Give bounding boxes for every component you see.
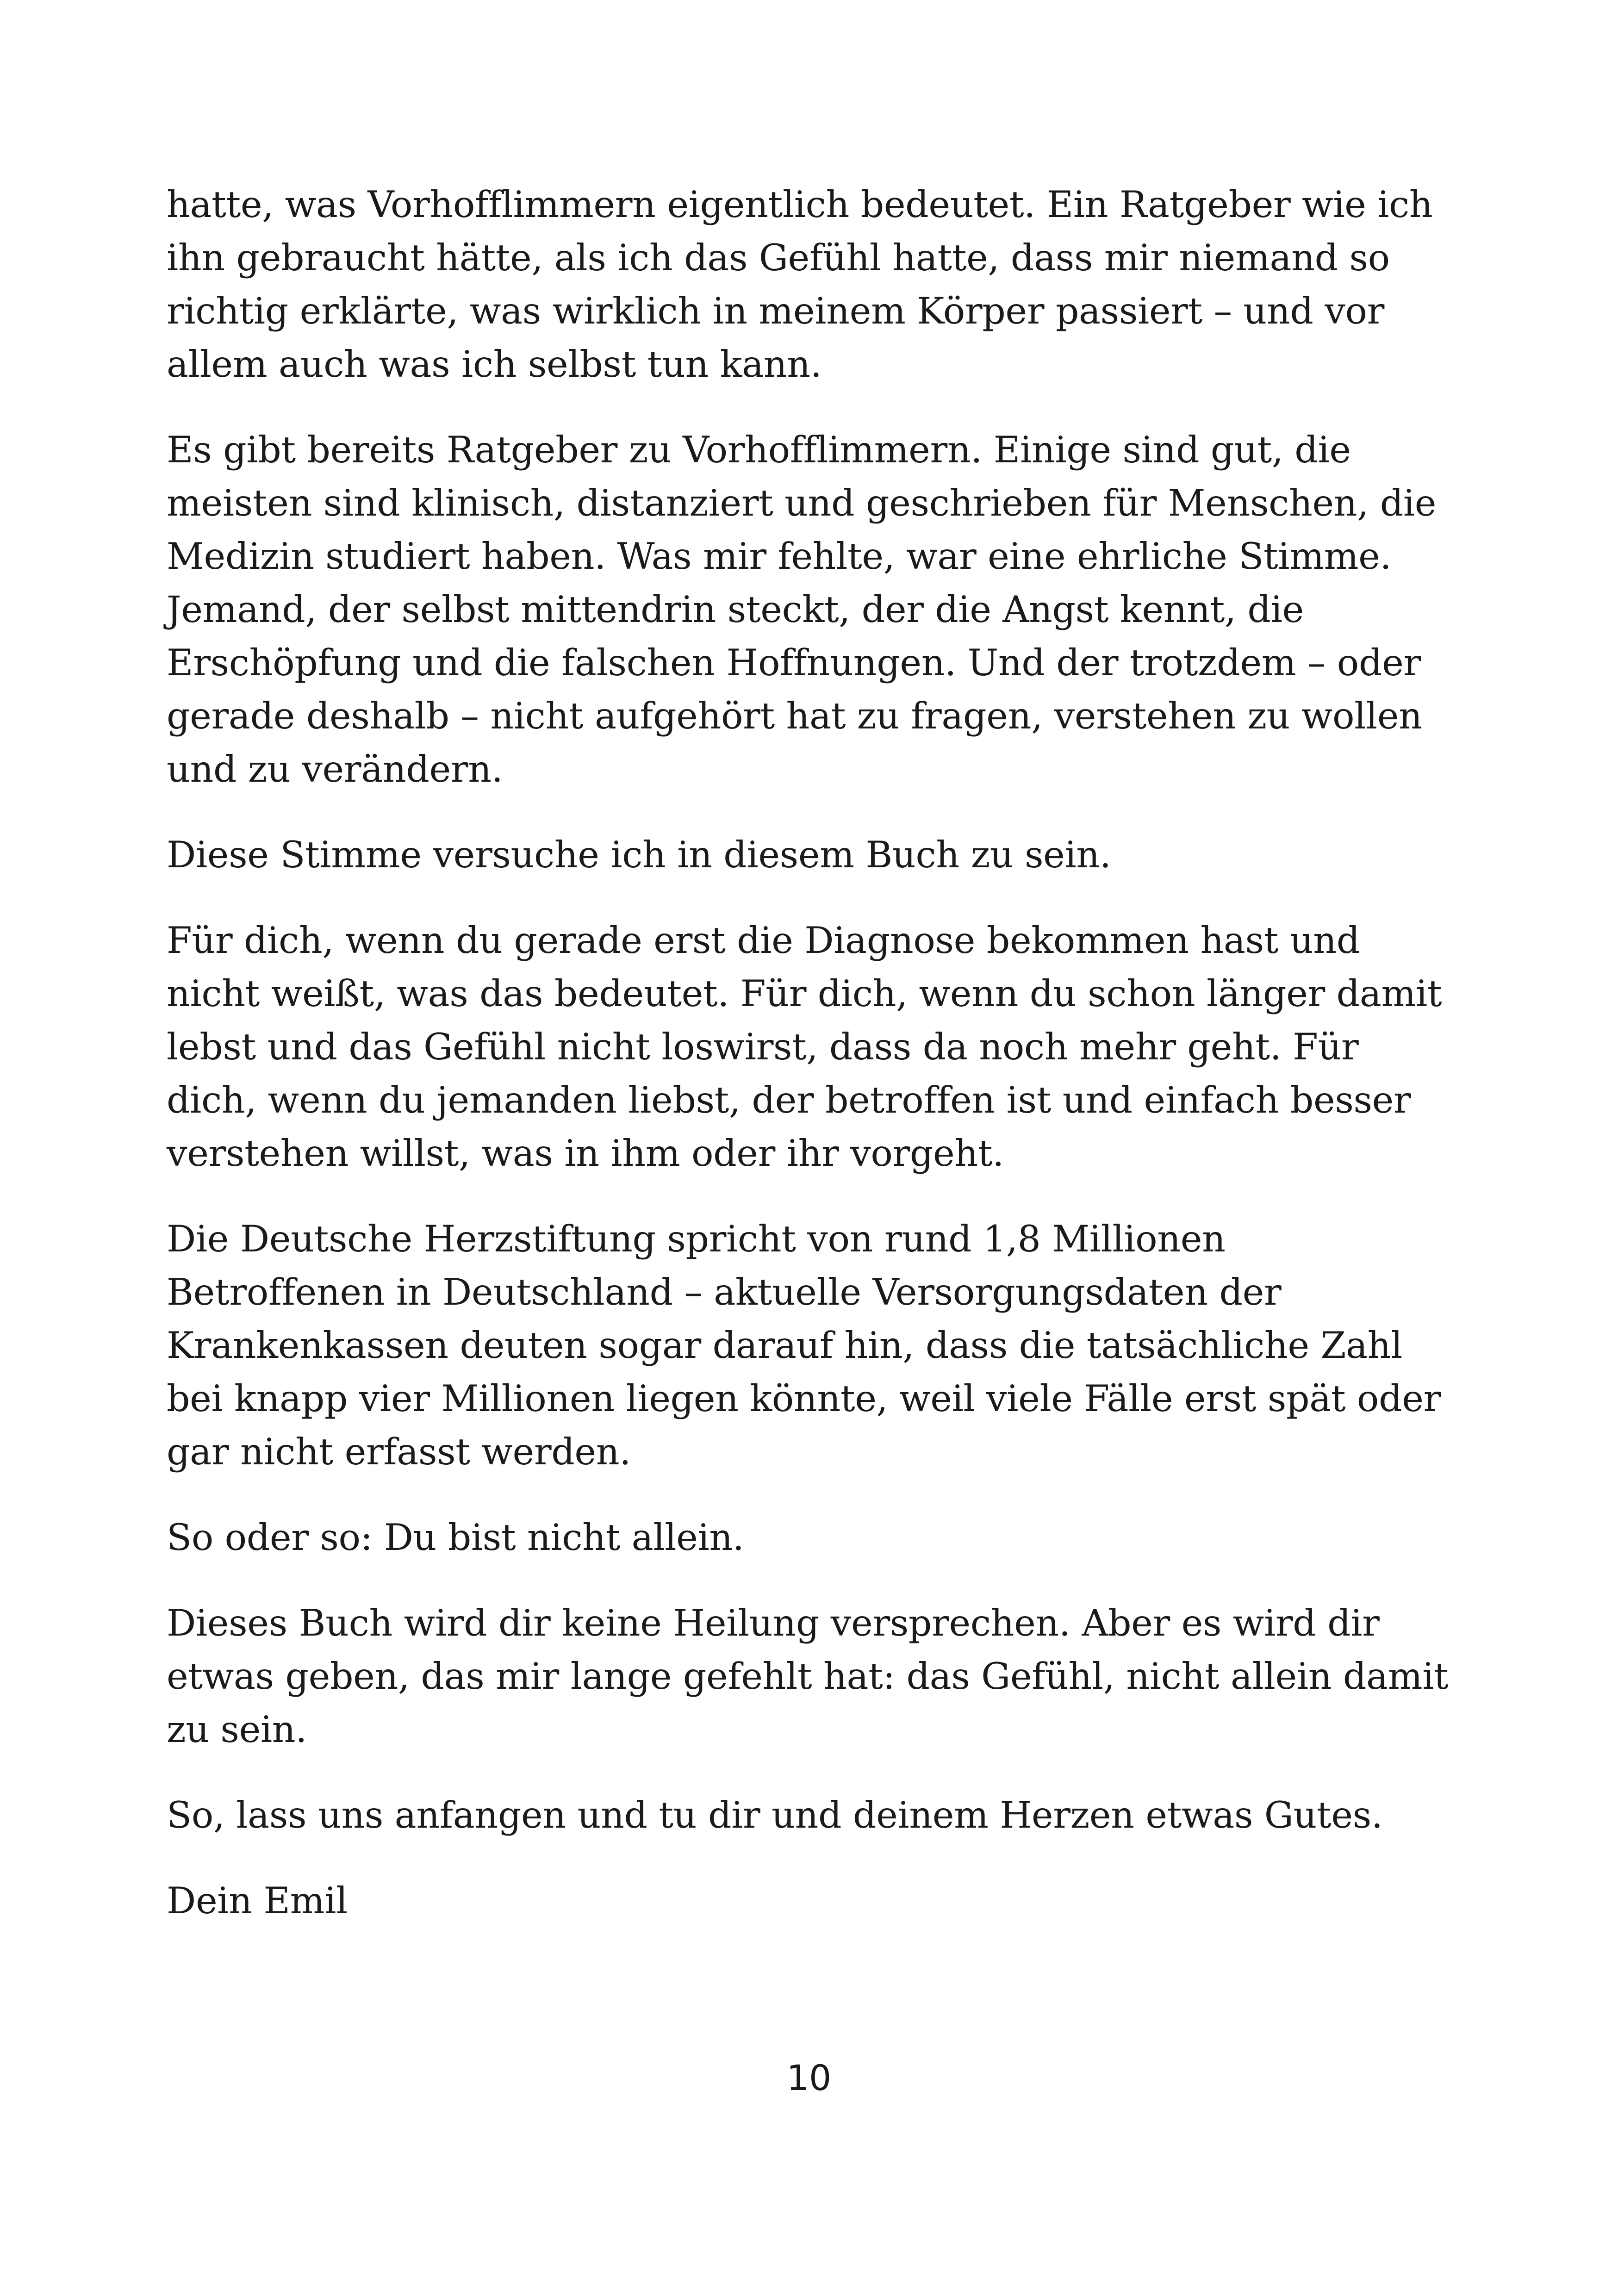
signature: Dein Emil xyxy=(167,1879,348,1922)
paragraph-2: Es gibt bereits Ratgeber zu Vorhofflimmern. Einige sind gut, die meisten sind klinisch, distanziert und geschrieben für Menschen, die Medizin studiert haben. Was mir fehlte, war eine ehrliche Stimme. Jemand, der selbst mittendrin steckt, der die Angst kennt, die Erschöpfung und die falschen Hoffnungen. Und der trotzdem – oder gerade deshalb – nicht aufgehört hat zu fragen, verstehen zu wollen und zu verändern. xyxy=(167,429,1437,790)
body-text xyxy=(167,178,1453,1960)
paragraph-5: Die Deutsche Herzstiftung spricht von rund 1,8 Millionen Betroffenen in Deutschland – aktuelle Versorgungsdaten der Krankenkassen deuten sogar darauf hin, dass die tatsächliche Zahl bei knapp vier Millionen liegen könnte, weil viele Fälle erst spät oder gar nicht erfasst werden. xyxy=(167,1218,1441,1473)
paragraph-6: So oder so: Du bist nicht allein. xyxy=(167,1516,744,1559)
paragraph-1: hatte, was Vorhofflimmern eigentlich bedeutet. Ein Ratgeber wie ich ihn gebraucht hätte, als ich das Gefühl hatte, dass mir niemand so richtig erklärte, was wirklich in meinem Körper passiert – und vor allem auch was ich selbst tun kann. xyxy=(167,183,1433,386)
paragraph-4: Für dich, wenn du gerade erst die Diagnose bekommen hast und nicht weißt, was das bedeutet. Für dich, wenn du schon länger damit lebst und das Gefühl nicht loswirst, dass da noch mehr geht. Für dich, wenn du jemanden liebst, der betroffen ist und einfach besser verstehen willst, was in ihm oder ihr vorgeht. xyxy=(167,919,1442,1175)
paragraph-3: Diese Stimme versuche ich in diesem Buch zu sein. xyxy=(167,834,1111,876)
paragraph-8: So, lass uns anfangen und tu dir und deinem Herzen etwas Gutes. xyxy=(167,1794,1383,1836)
page-number: 10 xyxy=(786,2057,832,2098)
paragraph-7: Dieses Buch wird dir keine Heilung versprechen. Aber es wird dir etwas geben, das mir lange gefehlt hat: das Gefühl, nicht allein damit zu sein. xyxy=(167,1602,1449,1751)
